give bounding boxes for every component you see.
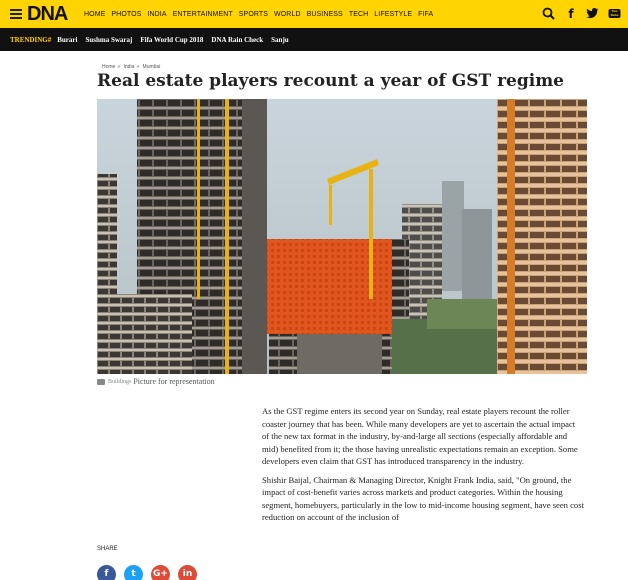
- svg-text:Tube: Tube: [610, 13, 619, 17]
- share-label: SHARE: [97, 546, 118, 552]
- trending-bar: [0, 28, 628, 51]
- nav-home[interactable]: HOME: [84, 10, 106, 18]
- linkedin-share-icon[interactable]: in: [178, 565, 197, 580]
- caption-text: Picture for representation: [133, 377, 215, 386]
- construction-buildings-illustration: [97, 99, 587, 374]
- twitter-icon[interactable]: [586, 7, 600, 21]
- main-nav: [84, 0, 439, 28]
- breadcrumb-mumbai[interactable]: Mumbai: [142, 64, 161, 70]
- nav-tech[interactable]: TECH: [348, 10, 369, 18]
- article-paragraph: Shishir Baijal, Chairman & Managing Director, Knight Frank India, said, "On ground, the impact of cost-benefit varies across markets and product categories. Within the housing segment, homebuyers, particularly in the low to mid-income housing segment, have seen cost reduction on account of the inclusion of: [262, 474, 584, 522]
- trending-label: TRENDING#: [10, 35, 52, 44]
- article-hero-image: [97, 99, 587, 374]
- nav-india[interactable]: INDIA: [147, 10, 167, 18]
- facebook-icon[interactable]: f: [568, 7, 574, 21]
- top-navbar: [0, 0, 628, 28]
- header-icons: [534, 5, 622, 23]
- article-body: [262, 405, 584, 530]
- facebook-share-icon[interactable]: f: [97, 565, 116, 580]
- nav-entertainment[interactable]: ENTERTAINMENT: [172, 10, 233, 18]
- camera-icon: [97, 379, 105, 385]
- nav-photos[interactable]: PHOTOS: [111, 10, 142, 18]
- nav-lifestyle[interactable]: LIFESTYLE: [374, 10, 413, 18]
- trending-item[interactable]: DNA Rain Check: [211, 35, 264, 44]
- nav-sports[interactable]: SPORTS: [238, 10, 269, 18]
- breadcrumb-separator: »: [117, 64, 121, 70]
- trending-item[interactable]: Burari: [57, 35, 78, 44]
- breadcrumb-india[interactable]: India: [123, 64, 135, 70]
- search-icon[interactable]: [542, 7, 556, 21]
- twitter-share-icon[interactable]: t: [124, 565, 143, 580]
- trending-item[interactable]: Sanju: [271, 35, 289, 44]
- nav-fifa[interactable]: FIFA: [418, 10, 434, 18]
- google-plus-share-icon[interactable]: G+: [151, 565, 170, 580]
- share-buttons: [97, 565, 205, 580]
- menu-icon[interactable]: [10, 9, 22, 19]
- trending-item[interactable]: Sushma Swaraj: [85, 35, 133, 44]
- article-paragraph: As the GST regime enters its second year on Sunday, real estate players recount the roller coaster journey that has been. While many developers are yet to ascertain the actual impact of the new tax format in the industry, by-and-large all sections (especially affordable and mid) benefited from it; the those having unrealistic expectations remain an exception. Some developers even claim that GST has introduced transparency in the industry.: [262, 406, 578, 466]
- breadcrumb-home[interactable]: Home: [102, 64, 116, 70]
- youtube-icon[interactable]: [608, 7, 622, 21]
- article-title: Real estate players recount a year of GST regime: [97, 71, 565, 91]
- site-logo[interactable]: DNA: [27, 3, 68, 25]
- trending-item[interactable]: Fifa World Cup 2018: [140, 35, 204, 44]
- nav-world[interactable]: WORLD: [274, 10, 301, 18]
- caption-category: Buildings: [108, 378, 132, 385]
- nav-business[interactable]: BUSINESS: [306, 10, 343, 18]
- svg-text:You: You: [611, 9, 618, 13]
- breadcrumb-separator: »: [136, 64, 140, 70]
- image-caption: [97, 377, 215, 386]
